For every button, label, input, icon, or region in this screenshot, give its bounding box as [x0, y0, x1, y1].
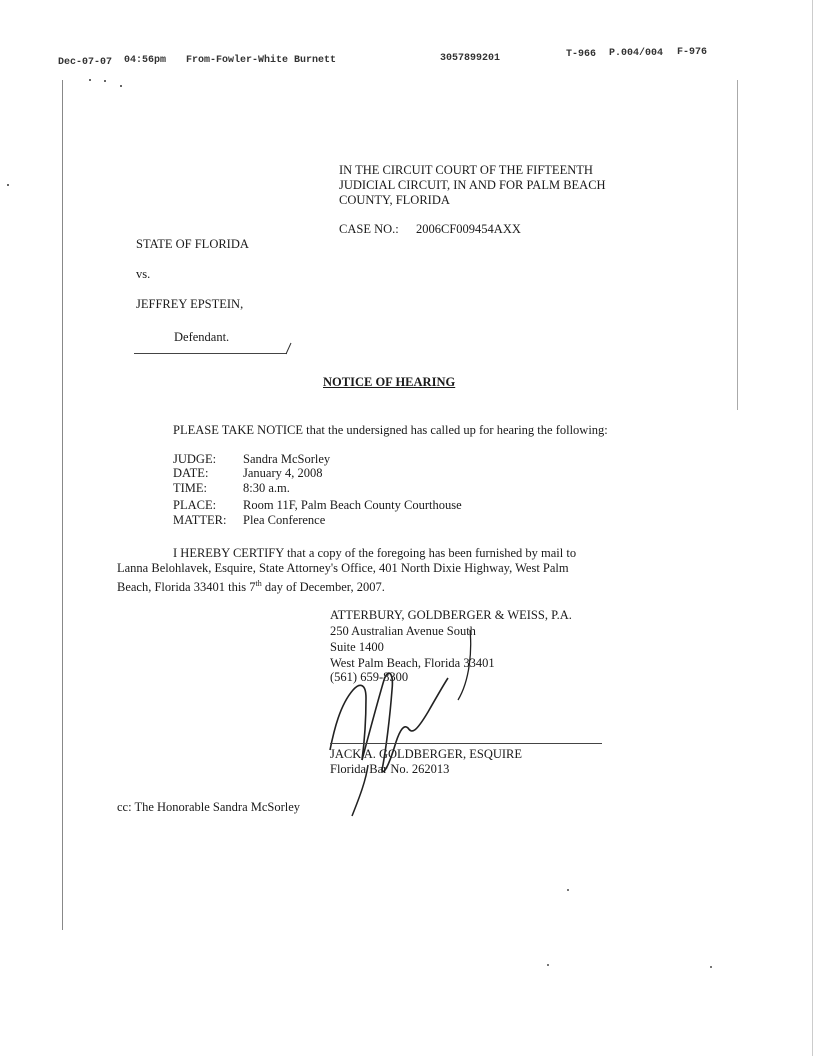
attorney-name: JACK A. GOLDBERGER, ESQUIRE [330, 747, 523, 761]
date-value: January 4, 2008 [243, 466, 323, 480]
caption-slash [284, 342, 294, 356]
signature-line [330, 743, 602, 744]
document-title: NOTICE OF HEARING [323, 375, 456, 389]
caption-underline [134, 353, 287, 354]
time-label: TIME: [173, 481, 208, 495]
judge-value: Sandra McSorley [243, 452, 331, 466]
scan-right-edge [812, 0, 813, 1056]
plaintiff: STATE OF FLORIDA [136, 237, 249, 251]
case-number-label: CASE NO.: [339, 222, 399, 236]
left-margin-line [62, 80, 63, 930]
defendant-name: JEFFREY EPSTEIN, [136, 297, 244, 311]
bar-number: Florida Bar No. 262013 [330, 762, 450, 776]
handwritten-signature [320, 620, 500, 820]
firm-name: ATTERBURY, GOLDBERGER & WEISS, P.A. [330, 608, 572, 622]
certificate-closing: day of December, 2007. [261, 580, 385, 595]
right-margin-line [737, 80, 738, 410]
scan-speck [7, 184, 9, 186]
fax-page-count: P.004/004 [609, 48, 664, 59]
hearing-place-row [173, 498, 462, 513]
firm-city: West Palm Beach, Florida 33401 [330, 656, 495, 670]
judge-label: JUDGE: [173, 452, 217, 466]
defendant-label: Defendant. [174, 330, 230, 344]
time-value: 8:30 a.m. [243, 481, 290, 495]
certificate-text: I HEREBY CERTIFY that a copy of the foregoing has been furnished by mail to Lanna Belohlavek, Esquire, State Attorney's Office, 401 North Dixie Highway, West Palm Beach, Florida 33401 this 7 [117, 546, 577, 595]
fax-from: From-Fowler-White Burnett [186, 55, 337, 66]
hearing-judge-row [173, 452, 330, 467]
hearing-date-row [173, 466, 323, 481]
firm-phone: (561) 659-8300 [330, 670, 409, 684]
fax-phone: 3057899201 [440, 53, 501, 64]
scan-speck [89, 79, 91, 81]
fax-time: 04:56pm [124, 55, 167, 66]
fax-date: Dec-07-07 [58, 57, 113, 68]
scan-speck [567, 889, 569, 891]
certificate-of-service [117, 546, 585, 595]
firm-suite: Suite 1400 [330, 640, 384, 654]
date-label: DATE: [173, 466, 209, 480]
hearing-time-row [173, 481, 290, 496]
scan-speck [710, 966, 712, 968]
scan-speck [547, 964, 549, 966]
firm-street: 250 Australian Avenue South [330, 624, 476, 638]
hearing-matter-row [173, 513, 325, 528]
matter-value: Plea Conference [243, 513, 326, 527]
matter-label: MATTER: [173, 513, 227, 527]
case-number: 2006CF009454AXX [416, 222, 521, 236]
scan-speck [120, 85, 122, 87]
place-label: PLACE: [173, 498, 217, 512]
notice-intro: PLEASE TAKE NOTICE that the undersigned has called up for hearing the following: [173, 423, 608, 437]
scan-speck [104, 80, 106, 82]
court-caption: IN THE CIRCUIT COURT OF THE FIFTEENTH JUDICIAL CIRCUIT, IN AND FOR PALM BEACH COUNTY, FLORIDA [339, 163, 606, 207]
fax-job-number: T-966 [566, 49, 597, 60]
versus: vs. [136, 267, 151, 281]
fax-code: F-976 [677, 47, 708, 58]
certificate-ordinal: th [255, 579, 262, 588]
cc-line: cc: The Honorable Sandra McSorley [117, 800, 301, 814]
place-value: Room 11F, Palm Beach County Courthouse [243, 498, 462, 512]
